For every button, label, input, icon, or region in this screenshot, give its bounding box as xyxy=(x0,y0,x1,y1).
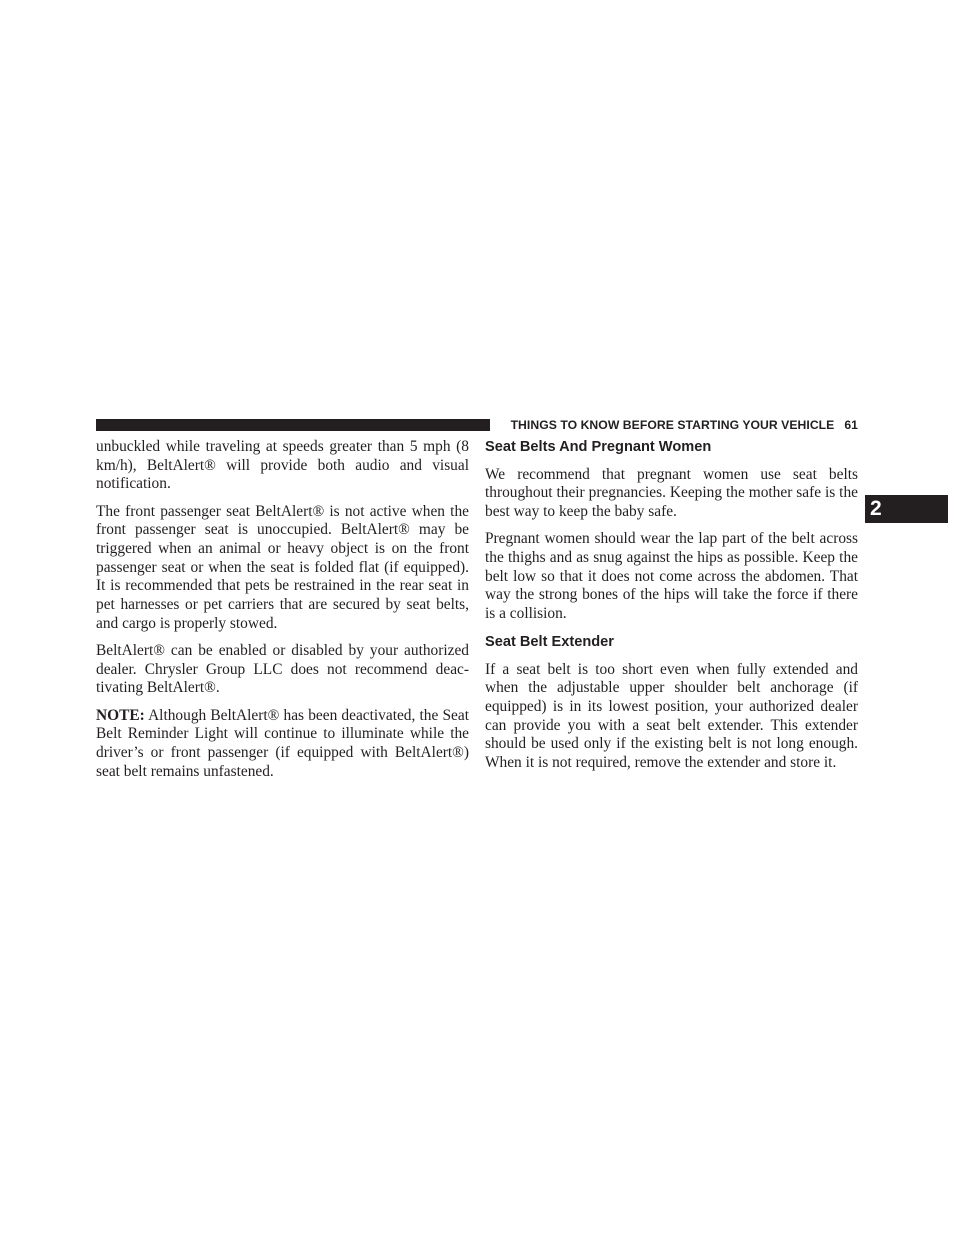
paragraph-enable-disable: BeltAlert® can be enabled or disabled by your authorized dealer. Chrysler Group LLC does not recommend deactivating BeltAlert®. xyxy=(96,642,469,697)
chapter-number: 2 xyxy=(870,497,882,520)
right-column xyxy=(485,438,858,781)
header-rule xyxy=(96,419,490,431)
paragraph-passenger-seat: The front passenger seat BeltAlert® is not active when the front passenger seat is unoccupied. BeltAlert® may be triggered when an animal or heavy object is on the front passenger seat or when the seat is folded flat (if equipped). It is recommended that pets be restrained in the rear seat in pet harnesses or pet carriers that are secured by seat belts, and cargo is properly stowed. xyxy=(96,502,469,632)
section-title: THINGS TO KNOW BEFORE STARTING YOUR VEHICLE xyxy=(510,418,835,432)
paragraph-lap-belt: Pregnant women should wear the lap part of the belt across the thighs and as snug against the hips as possible. Keep the belt low so that it does not come across the abdomen. That way the strong bones of the hips will take the force if there is a collision. xyxy=(485,530,858,623)
note-text: Although BeltAlert® has been deactivated, the Seat Belt Reminder Light will continue to illuminate while the driver’s or front passenger (if equipped with BeltAlert®) seat belt remains unfastened. xyxy=(96,706,469,780)
note-label: NOTE: xyxy=(96,706,145,724)
page-number: 61 xyxy=(844,418,858,432)
left-column xyxy=(96,438,469,790)
paragraph-pregnant-recommend: We recommend that pregnant women use seat belts throughout their pregnancies. Keeping the mother safe is the best way to keep the baby safe. xyxy=(485,465,858,521)
running-header xyxy=(498,417,858,433)
chapter-tab xyxy=(865,495,948,523)
paragraph-beltalert-speed: unbuckled while traveling at speeds greater than 5 mph (8 km/h), BeltAlert® will provide both audio and visual notification. xyxy=(96,438,469,493)
note-paragraph xyxy=(96,707,469,782)
heading-pregnant-women: Seat Belts And Pregnant Women xyxy=(485,439,712,455)
heading-belt-extender: Seat Belt Extender xyxy=(485,633,614,650)
paragraph-extender: If a seat belt is too short even when fully extended and when the adjustable upper shoulder belt anchorage (if equipped) is in its lowest position, your authorized dealer can provide you with a seat belt extender. This extender should be used only if the existing belt is not long enough. When it is not required, remove the extender and store it. xyxy=(485,660,858,772)
